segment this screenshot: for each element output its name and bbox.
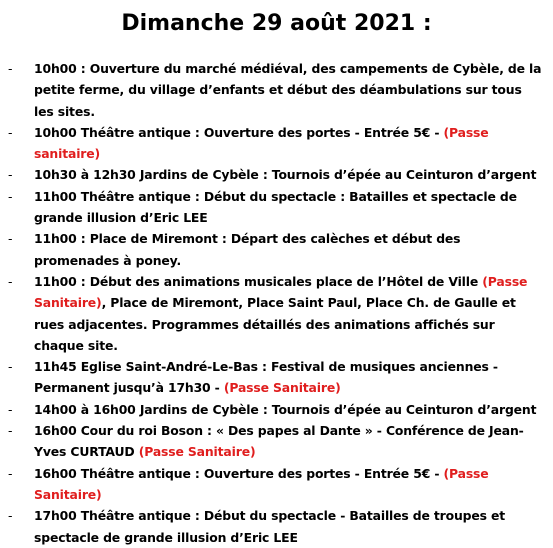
bullet-dash: - <box>8 167 13 183</box>
program-item <box>0 399 553 420</box>
program-item <box>0 505 553 548</box>
program-item <box>0 122 553 165</box>
program-list <box>0 58 553 548</box>
bullet-dash: - <box>8 423 13 439</box>
bullet-dash: - <box>8 401 13 417</box>
program-item <box>0 463 553 506</box>
program-item-text: 10h00 : Ouverture du marché médiéval, des campements de Cybèle, de la petite ferme, du village d’enfants et début des déambulations sur tous les sites. <box>34 61 542 119</box>
program-item <box>0 228 553 271</box>
passe-sanitaire-note: (Passe Sanitaire) <box>34 273 528 311</box>
bullet-dash: - <box>8 231 13 247</box>
program-item-text: 17h00 Théâtre antique : Début du spectacle - Batailles de troupes et spectacle de grande illusion d’Eric LEE <box>34 508 506 545</box>
bullet-dash: - <box>8 61 13 76</box>
program-item-text: 16h00 Théâtre antique : Ouverture des portes - Entrée 5€ - <box>34 465 444 481</box>
passe-sanitaire-note: (Passe Sanitaire) <box>138 444 256 460</box>
program-item-text: 11h00 : Début des animations musicales place de l’Hôtel de Ville <box>34 273 483 289</box>
program-item <box>0 271 553 356</box>
bullet-dash: - <box>8 273 13 289</box>
program-item <box>0 420 553 463</box>
passe-sanitaire-note: (Passe sanitaire) <box>34 124 489 162</box>
page-title: Dimanche 29 août 2021 : <box>121 11 432 36</box>
program-item <box>0 164 553 185</box>
program-item <box>0 186 553 229</box>
program-item-text: 11h45 Eglise Saint-André-Le-Bas : Festival de musiques anciennes - Permanent jusqu’à 17h30 - <box>34 359 498 396</box>
program-item-text: 10h00 Théâtre antique : Ouverture des portes - Entrée 5€ - <box>34 124 444 140</box>
program-item-text: 14h00 à 16h00 Jardins de Cybèle : Tournois d’épée au Ceinturon d’argent <box>34 401 537 417</box>
program-item-text: 11h00 : Place de Miremont : Départ des calèches et début des promenades à poney. <box>34 231 461 268</box>
program-item <box>0 356 553 399</box>
program-item-text: 11h00 Théâtre antique : Début du spectacle : Batailles et spectacle de grande illusion d’Eric LEE <box>34 188 517 226</box>
program-item <box>0 58 553 122</box>
program-item-text: , Place de Miremont, Place Saint Paul, Place Ch. de Gaulle et rues adjacentes. Programmes détaillés des animations affichés sur chaque site. <box>34 295 516 353</box>
bullet-dash: - <box>8 465 13 481</box>
passe-sanitaire-note: (Passe Sanitaire) <box>34 465 489 502</box>
bullet-dash: - <box>8 124 13 140</box>
bullet-dash: - <box>8 188 13 204</box>
program-item-text: 16h00 Cour du roi Boson : « Des papes al Dante » - Conférence de Jean-Yves CURTAUD <box>34 423 524 460</box>
bullet-dash: - <box>8 508 13 524</box>
program-item-text: 10h30 à 12h30 Jardins de Cybèle : Tournois d’épée au Ceinturon d’argent <box>34 167 537 183</box>
passe-sanitaire-note: (Passe Sanitaire) <box>223 380 341 396</box>
bullet-dash: - <box>8 359 13 375</box>
